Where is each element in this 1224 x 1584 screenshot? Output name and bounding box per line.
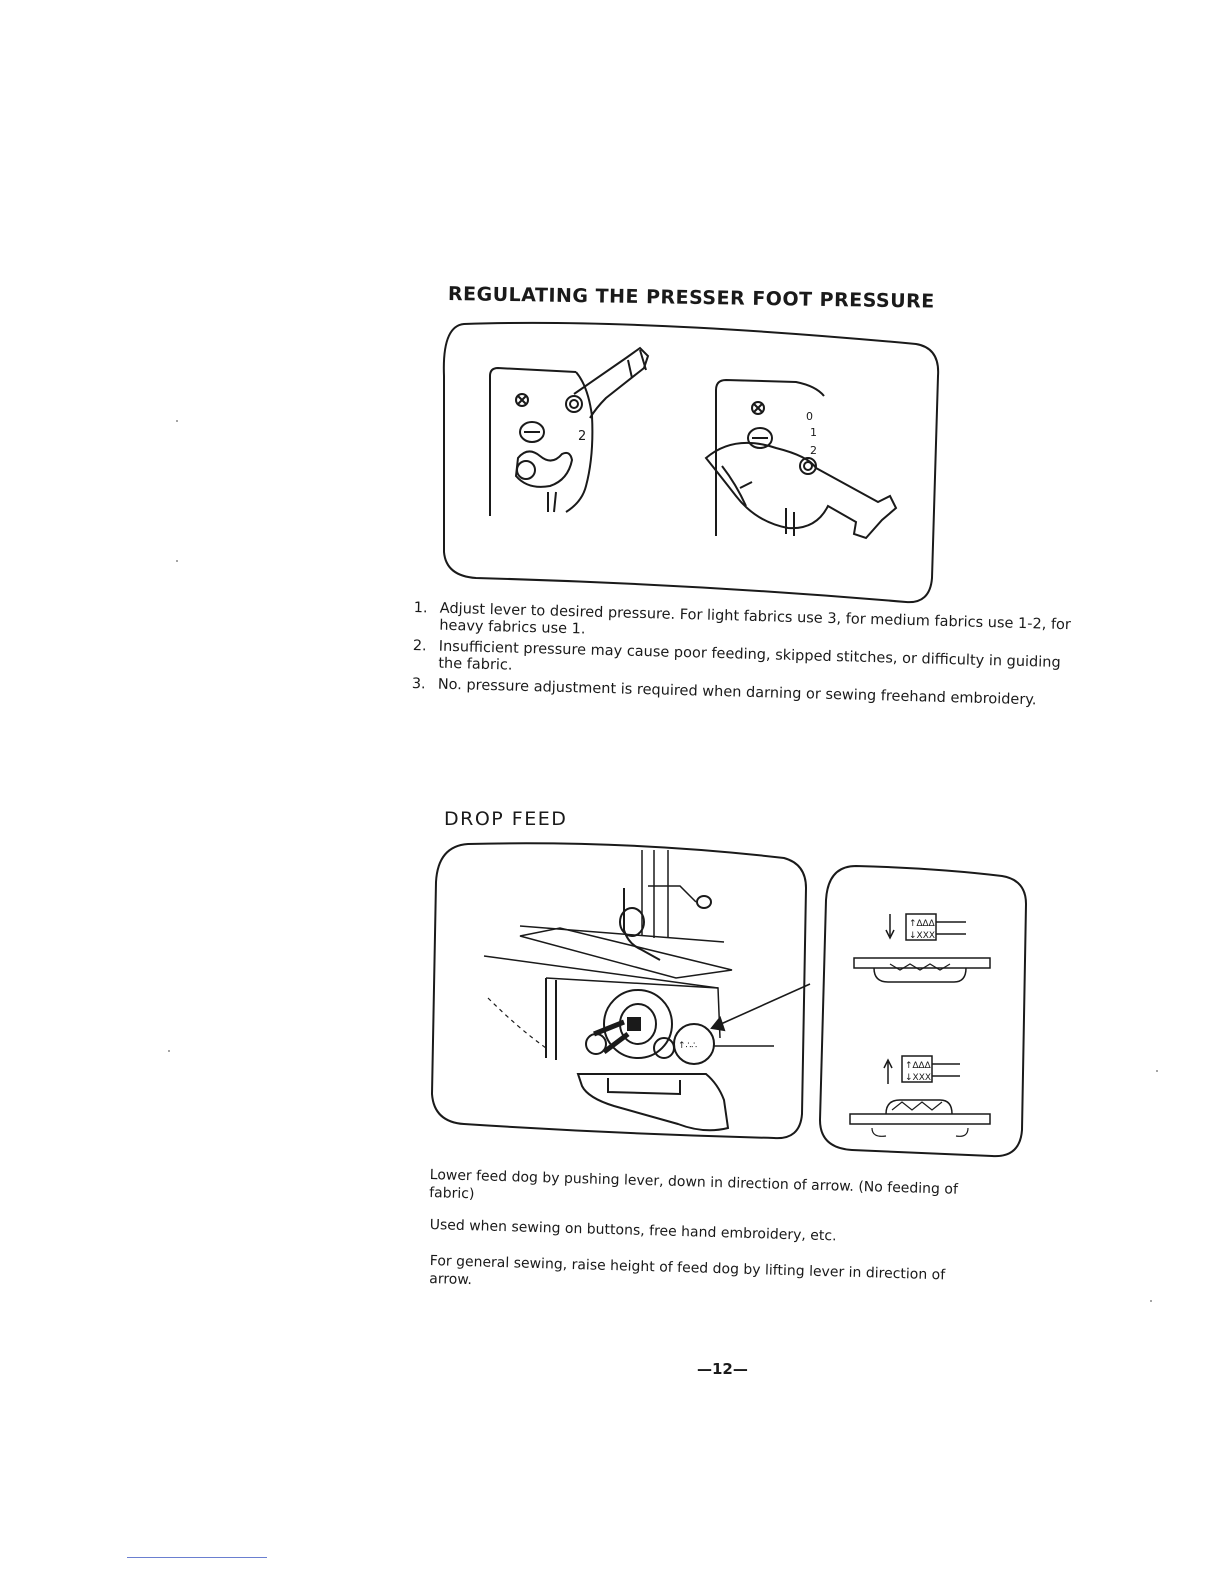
- lever-up-marking: ↑∆∆∆: [905, 1061, 931, 1071]
- lever-up-marking: ↑∆∆∆: [909, 919, 935, 929]
- presser-foot-pressure-figure: [436, 316, 946, 610]
- lowered-feed-dog-diagram: [854, 914, 990, 982]
- scan-speck: [1156, 1070, 1158, 1072]
- feed-dog-position-figure: [816, 860, 1030, 1160]
- pressure-dial-illustration-left: [490, 348, 648, 516]
- dial-label-1: 1: [810, 426, 817, 439]
- scan-speck: [176, 420, 178, 422]
- lever-down-marking: ↓XXX: [905, 1073, 932, 1083]
- step-number: 1.: [413, 600, 428, 617]
- section-title-presser-foot-pressure: REGULATING THE PRESSER FOOT PRESSURE: [447, 283, 935, 313]
- feed-lever-marking: ↑∴∴: [678, 1041, 697, 1051]
- raised-feed-dog-diagram: [850, 1056, 990, 1136]
- scan-speck: [1150, 1300, 1152, 1302]
- drop-feed-paragraph-lower: Lower feed dog by pushing lever, down in direction of arrow. (No feeding of fabric): [429, 1166, 959, 1203]
- step-number: 2.: [412, 637, 427, 655]
- lever-down-marking: ↓XXX: [909, 931, 936, 941]
- section-title-drop-feed: DROP FEED: [444, 808, 568, 830]
- page-number: —12—: [697, 1360, 748, 1378]
- scan-speck: [176, 560, 178, 562]
- drop-feed-paragraph-raise: For general sewing, raise height of feed dog by lifting lever in direction of arrow.: [429, 1252, 946, 1289]
- drop-feed-machine-figure: [428, 838, 812, 1146]
- step-text: Adjust lever to desired pressure. For light fabrics use 3, for medium fabrics use 1-2, for heavy fabrics use 1.: [439, 600, 1072, 638]
- figure-frame: [820, 866, 1026, 1156]
- step-text: No. pressure adjustment is required when darning or sewing freehand embroidery.: [437, 676, 1037, 709]
- scan-artifact-line: [127, 1557, 267, 1558]
- dial-label-0: 0: [806, 410, 813, 423]
- figure-frame: [432, 843, 806, 1138]
- drop-feed-paragraph-usage: Used when sewing on buttons, free hand embroidery, etc.: [429, 1216, 837, 1245]
- pressure-dial-illustration-right: [706, 380, 896, 538]
- dial-number-left: 2: [578, 429, 587, 444]
- dial-label-2: 2: [810, 444, 817, 457]
- scan-speck: [168, 1050, 170, 1052]
- pressure-instructions-list: [411, 600, 1073, 714]
- step-number: 3.: [411, 675, 426, 693]
- step-text: Insufficient pressure may cause poor feeding, skipped stitches, or difficulty in guiding the fabric.: [438, 638, 1061, 674]
